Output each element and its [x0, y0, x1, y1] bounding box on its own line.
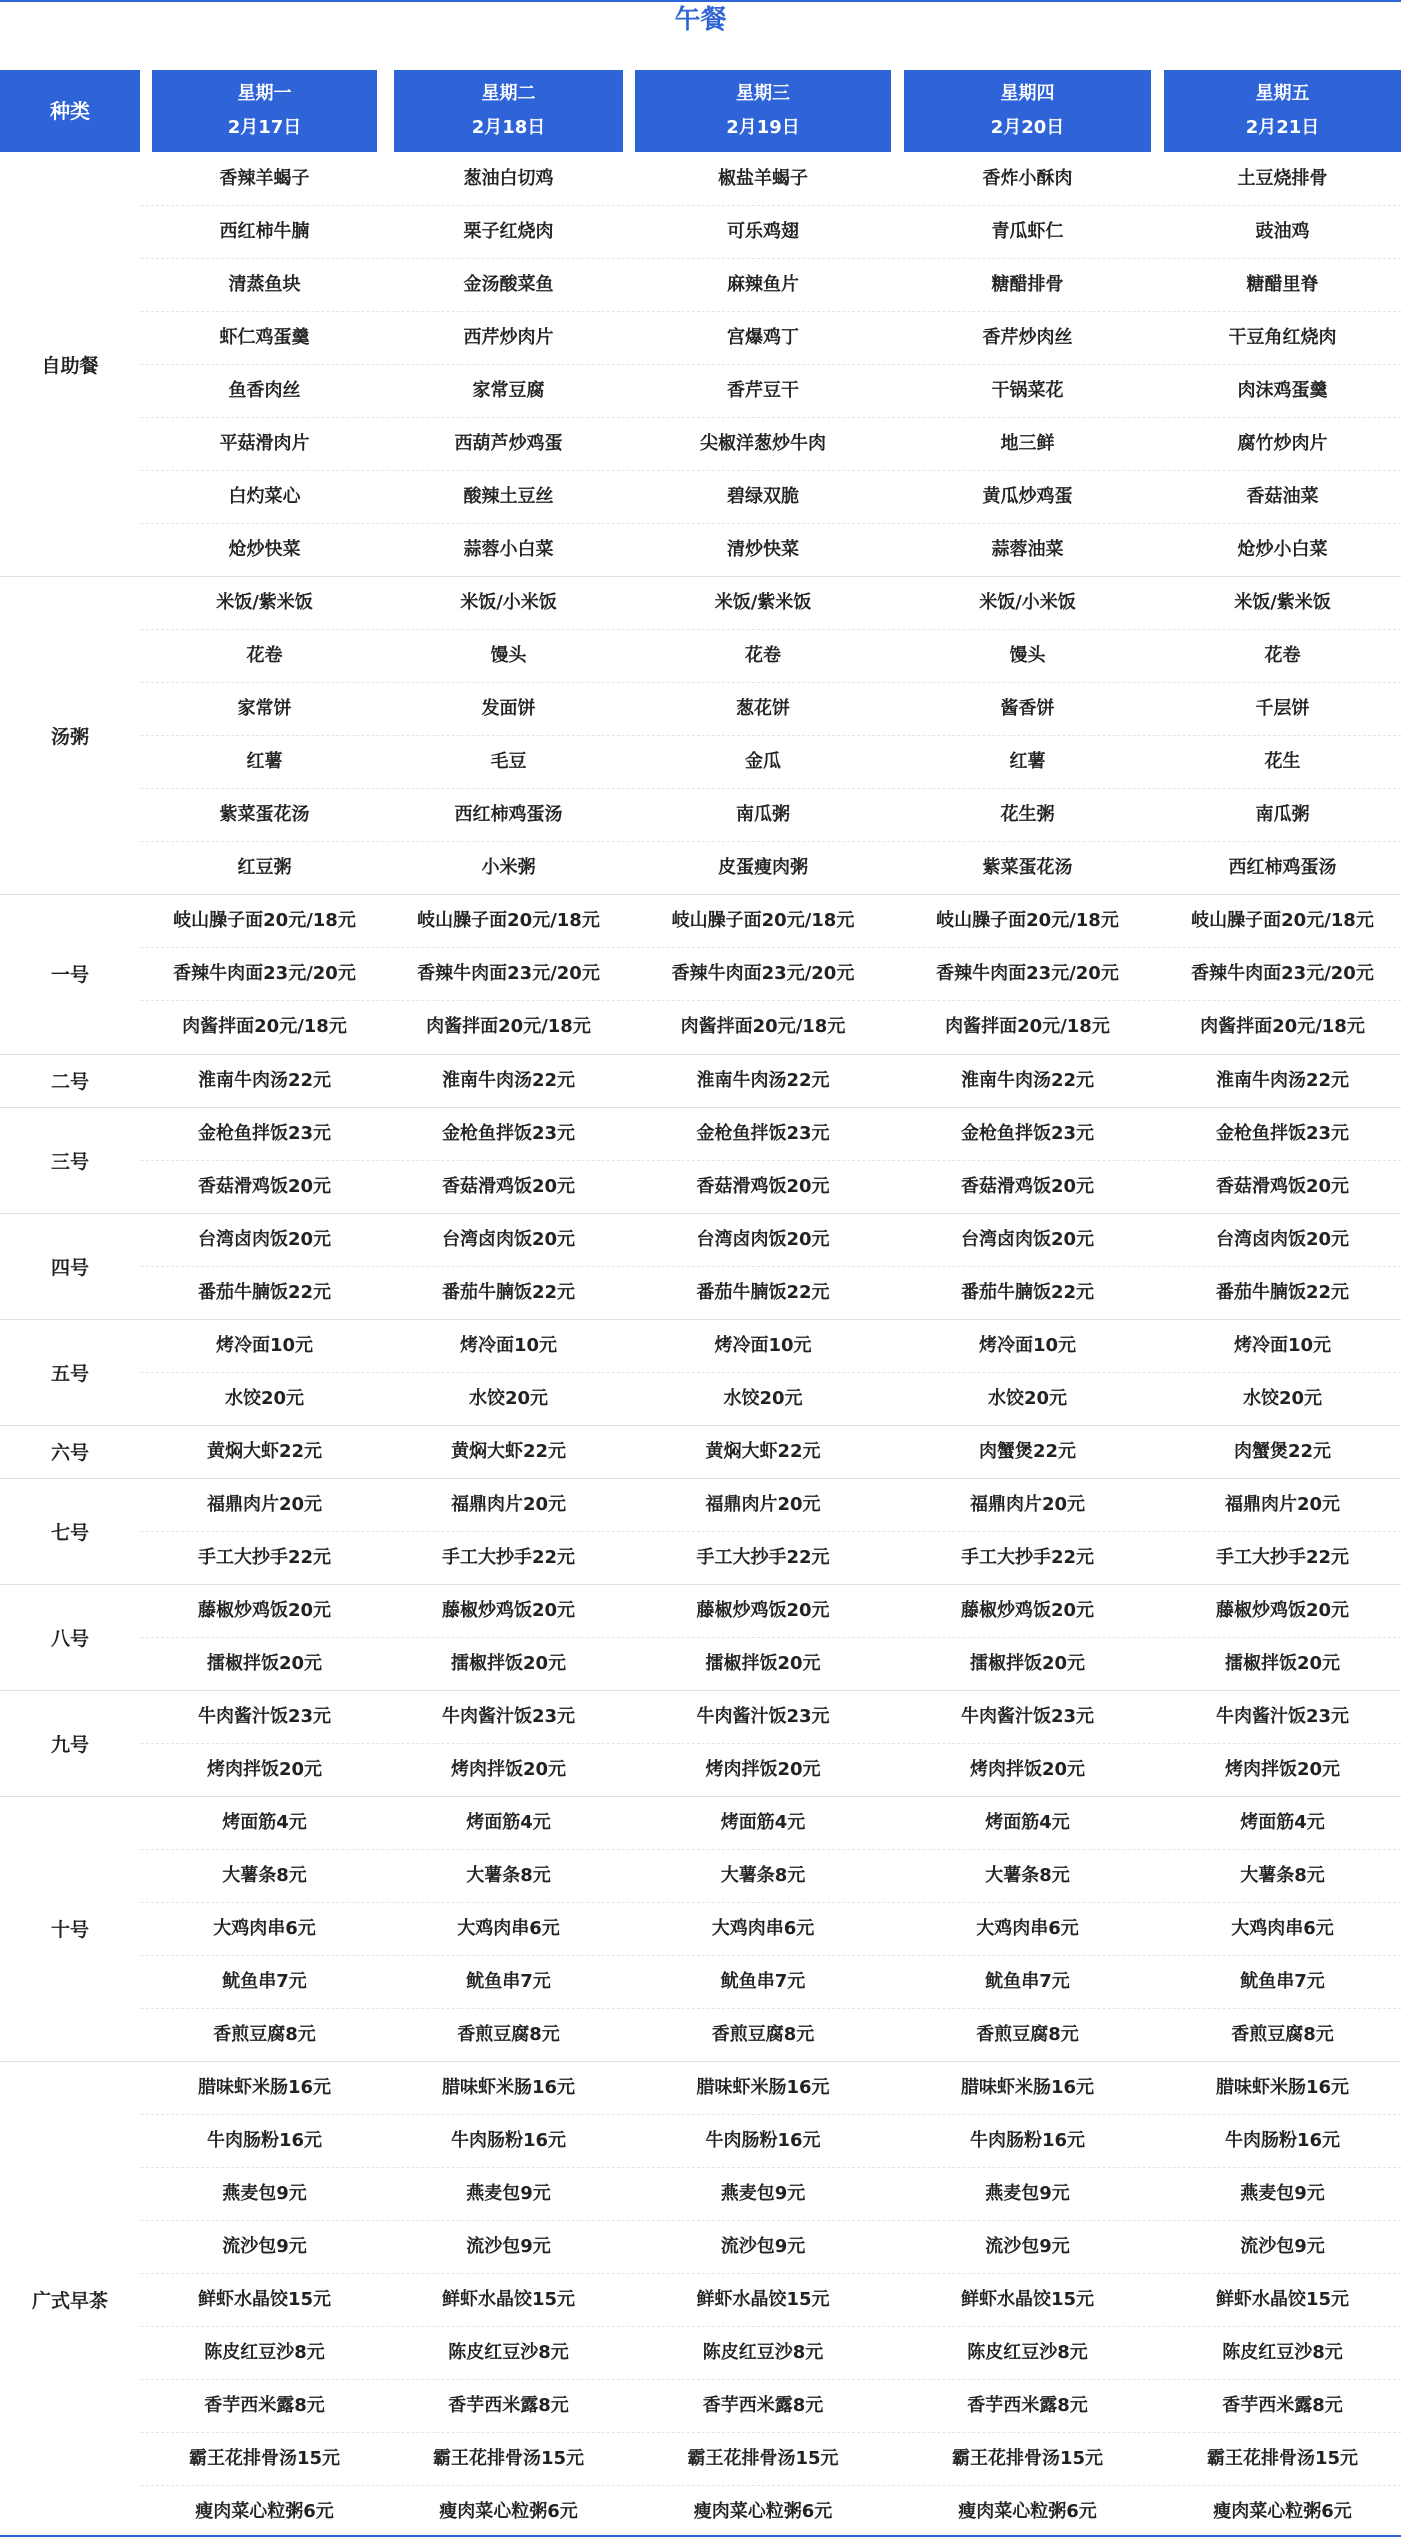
menu-item-cell: 花卷	[1264, 645, 1301, 666]
menu-item-cell: 平菇滑肉片	[219, 433, 310, 454]
menu-item-cell: 燕麦包9元	[720, 2183, 806, 2204]
menu-item-cell: 西红柿鸡蛋汤	[454, 804, 563, 825]
day-header	[1164, 70, 1401, 152]
menu-item-cell: 淮南牛肉汤22元	[960, 1070, 1095, 1091]
menu-item-cell: 香芹豆干	[727, 380, 799, 401]
menu-item-cell: 西红柿鸡蛋汤	[1228, 857, 1337, 878]
menu-item-cell: 干锅菜花	[991, 380, 1064, 401]
menu-item-cell: 葱油白切鸡	[463, 168, 554, 189]
menu-item-cell: 烤肉拌饭20元	[1224, 1759, 1341, 1780]
category-divider	[0, 894, 1401, 895]
category-divider	[0, 1107, 1401, 1108]
menu-item-cell: 香芋西米露8元	[702, 2395, 824, 2416]
menu-item-cell: 香菇滑鸡饭20元	[696, 1176, 830, 1197]
menu-item-cell: 藤椒炒鸡饭20元	[1215, 1600, 1350, 1621]
menu-item-cell: 大薯条8元	[466, 1865, 551, 1886]
menu-item-cell: 腊味虾米肠16元	[960, 2077, 1095, 2098]
menu-item-cell: 家常豆腐	[472, 380, 545, 401]
menu-item-cell: 花生粥	[1000, 804, 1055, 825]
menu-item-cell: 腊味虾米肠16元	[1215, 2077, 1350, 2098]
menu-item-cell: 淮南牛肉汤22元	[441, 1070, 576, 1091]
menu-item-cell: 黄瓜炒鸡蛋	[982, 486, 1073, 507]
menu-item-cell: 香芋西米露8元	[1222, 2395, 1343, 2416]
menu-item-cell: 霸王花排骨汤15元	[1206, 2448, 1359, 2469]
menu-item-cell: 烤冷面10元	[1233, 1335, 1332, 1356]
menu-item-cell: 番茄牛腩饭22元	[960, 1282, 1095, 1303]
menu-item-cell: 清蒸鱼块	[228, 274, 301, 295]
category-label: 二号	[50, 1071, 89, 1093]
menu-item-cell: 千层饼	[1255, 698, 1310, 719]
menu-item-cell: 栗子红烧肉	[463, 221, 554, 242]
menu-item-cell: 番茄牛腩饭22元	[197, 1282, 332, 1303]
menu-item-cell: 番茄牛腩饭22元	[696, 1282, 830, 1303]
day-weekday: 星期五	[1255, 83, 1310, 104]
menu-item-cell: 烤冷面10元	[714, 1335, 812, 1356]
menu-item-cell: 香煎豆腐8元	[1231, 2024, 1334, 2045]
menu-item-cell: 紫菜蛋花汤	[219, 804, 310, 825]
menu-item-cell: 大鸡肉串6元	[711, 1918, 815, 1939]
category-divider	[0, 1425, 1401, 1426]
menu-item-cell: 水饺20元	[468, 1388, 549, 1409]
menu-item-cell: 手工大抄手22元	[441, 1547, 576, 1568]
menu-item-cell: 香辣牛肉面23元/20元	[173, 963, 356, 984]
menu-item-cell: 陈皮红豆沙8元	[204, 2342, 325, 2363]
category-divider	[0, 1319, 1401, 1320]
menu-item-cell: 椒盐羊蝎子	[718, 168, 808, 189]
menu-item-cell: 陈皮红豆沙8元	[448, 2342, 569, 2363]
menu-item-cell: 香芋西米露8元	[448, 2395, 569, 2416]
day-header	[904, 70, 1151, 152]
menu-item-cell: 瘦肉菜心粒粥6元	[693, 2501, 833, 2522]
menu-item-cell: 小米粥	[481, 857, 536, 878]
menu-item-cell: 流沙包9元	[466, 2236, 551, 2257]
menu-item-cell: 藤椒炒鸡饭20元	[960, 1600, 1095, 1621]
menu-item-cell: 牛肉酱汁饭23元	[696, 1706, 830, 1727]
menu-item-cell: 米饭/小米饭	[979, 592, 1076, 613]
menu-item-cell: 香菇滑鸡饭20元	[960, 1176, 1095, 1197]
menu-item-cell: 金枪鱼拌饭23元	[197, 1123, 332, 1144]
menu-item-cell: 大薯条8元	[720, 1865, 806, 1886]
menu-item-cell: 流沙包9元	[222, 2236, 307, 2257]
menu-item-cell: 牛肉酱汁饭23元	[197, 1706, 332, 1727]
day-header	[394, 70, 623, 152]
menu-item-cell: 台湾卤肉饭20元	[1215, 1229, 1350, 1250]
menu-item-cell: 地三鲜	[1000, 433, 1055, 454]
menu-item-cell: 烤肉拌饭20元	[450, 1759, 567, 1780]
menu-item-cell: 燕麦包9元	[466, 2183, 551, 2204]
menu-item-cell: 西芹炒肉片	[463, 327, 554, 348]
menu-item-cell: 烤肉拌饭20元	[206, 1759, 323, 1780]
menu-item-cell: 清炒快菜	[727, 539, 799, 560]
menu-item-cell: 香辣牛肉面23元/20元	[671, 963, 855, 984]
menu-item-cell: 瘦肉菜心粒粥6元	[439, 2501, 578, 2522]
day-weekday: 星期二	[481, 83, 536, 104]
menu-item-cell: 皮蛋瘦肉粥	[718, 857, 808, 878]
menu-item-cell: 米饭/小米饭	[460, 592, 557, 613]
category-header: 种类	[0, 70, 140, 152]
menu-item-cell: 香芹炒肉丝	[982, 327, 1073, 348]
menu-item-cell: 牛肉酱汁饭23元	[1215, 1706, 1350, 1727]
category-label: 广式早茶	[31, 2290, 108, 2312]
menu-item-cell: 香煎豆腐8元	[457, 2024, 560, 2045]
category-label: 七号	[50, 1521, 89, 1544]
menu-item-cell: 烤冷面10元	[215, 1335, 314, 1356]
menu-item-cell: 藤椒炒鸡饭20元	[696, 1600, 830, 1621]
menu-item-cell: 瘦肉菜心粒粥6元	[1213, 2501, 1352, 2522]
category-label: 四号	[50, 1256, 89, 1279]
menu-item-cell: 烤面筋4元	[720, 1812, 806, 1833]
menu-item-cell: 番茄牛腩饭22元	[1215, 1282, 1350, 1303]
menu-item-cell: 蒜蓉油菜	[991, 539, 1064, 560]
menu-item-cell: 水饺20元	[1242, 1388, 1323, 1409]
menu-item-cell: 蒜蓉小白菜	[463, 539, 554, 560]
menu-item-cell: 擂椒拌饭20元	[206, 1653, 323, 1674]
menu-item-cell: 毛豆	[490, 751, 527, 772]
menu-item-cell: 鱿鱼串7元	[466, 1971, 551, 1992]
menu-item-cell: 烤肉拌饭20元	[969, 1759, 1086, 1780]
category-divider	[0, 2061, 1401, 2062]
menu-item-cell: 炝炒快菜	[228, 539, 301, 560]
day-date: 2月18日	[471, 117, 546, 138]
menu-item-cell: 烤面筋4元	[222, 1812, 307, 1833]
menu-item-cell: 鲜虾水晶饺15元	[197, 2289, 332, 2310]
menu-item-cell: 霸王花排骨汤15元	[687, 2448, 839, 2469]
menu-item-cell: 鱿鱼串7元	[1240, 1971, 1325, 1992]
menu-item-cell: 葱花饼	[736, 698, 790, 719]
menu-item-cell: 可乐鸡翅	[727, 221, 799, 242]
menu-item-cell: 黄焖大虾22元	[705, 1441, 821, 1462]
menu-item-cell: 牛肉肠粉16元	[206, 2130, 323, 2151]
menu-item-cell: 烤肉拌饭20元	[705, 1759, 821, 1780]
menu-item-cell: 牛肉酱汁饭23元	[441, 1706, 576, 1727]
menu-item-cell: 手工大抄手22元	[197, 1547, 332, 1568]
menu-item-cell: 香煎豆腐8元	[213, 2024, 316, 2045]
menu-item-cell: 燕麦包9元	[222, 2183, 307, 2204]
menu-item-cell: 土豆烧排骨	[1237, 168, 1328, 189]
menu-item-cell: 香芋西米露8元	[967, 2395, 1088, 2416]
menu-item-cell: 大薯条8元	[1240, 1865, 1325, 1886]
menu-item-cell: 紫菜蛋花汤	[982, 857, 1073, 878]
menu-item-cell: 香菇滑鸡饭20元	[1215, 1176, 1350, 1197]
menu-item-cell: 大鸡肉串6元	[213, 1918, 316, 1939]
menu-item-cell: 淮南牛肉汤22元	[696, 1070, 830, 1091]
menu-item-cell: 红薯	[1009, 751, 1046, 772]
menu-item-cell: 肉沫鸡蛋羹	[1237, 380, 1328, 401]
day-header	[152, 70, 377, 152]
menu-item-cell: 霸王花排骨汤15元	[188, 2448, 341, 2469]
category-label: 八号	[50, 1627, 89, 1650]
menu-item-cell: 烤面筋4元	[1240, 1812, 1325, 1833]
menu-item-cell: 肉酱拌面20元/18元	[182, 1016, 347, 1037]
menu-item-cell: 金枪鱼拌饭23元	[1215, 1123, 1350, 1144]
menu-item-cell: 番茄牛腩饭22元	[441, 1282, 576, 1303]
menu-item-cell: 台湾卤肉饭20元	[441, 1229, 576, 1250]
menu-item-cell: 擂椒拌饭20元	[969, 1653, 1086, 1674]
menu-item-cell: 南瓜粥	[736, 804, 790, 825]
menu-item-cell: 岐山臊子面20元/18元	[671, 910, 855, 931]
menu-item-cell: 福鼎肉片20元	[450, 1494, 567, 1515]
menu-item-cell: 香炸小酥肉	[982, 168, 1073, 189]
menu-item-cell: 擂椒拌饭20元	[450, 1653, 567, 1674]
menu-item-cell: 岐山臊子面20元/18元	[173, 910, 356, 931]
menu-item-cell: 牛肉肠粉16元	[705, 2130, 821, 2151]
category-divider	[0, 1796, 1401, 1797]
day-date: 2月21日	[1245, 117, 1320, 138]
menu-item-cell: 瘦肉菜心粒粥6元	[195, 2501, 334, 2522]
menu-item-cell: 米饭/紫米饭	[714, 592, 812, 613]
menu-item-cell: 花卷	[745, 645, 781, 666]
menu-item-cell: 擂椒拌饭20元	[1224, 1653, 1341, 1674]
menu-item-cell: 肉蟹煲22元	[1233, 1441, 1332, 1462]
menu-item-cell: 宫爆鸡丁	[727, 327, 799, 348]
menu-item-cell: 烤冷面10元	[459, 1335, 558, 1356]
menu-item-cell: 米饭/紫米饭	[1234, 592, 1331, 613]
menu-item-cell: 鲜虾水晶饺15元	[696, 2289, 830, 2310]
menu-item-cell: 霸王花排骨汤15元	[432, 2448, 585, 2469]
menu-item-cell: 金瓜	[745, 751, 781, 772]
menu-item-cell: 手工大抄手22元	[1215, 1547, 1350, 1568]
category-label: 一号	[50, 964, 89, 986]
menu-item-cell: 牛肉酱汁饭23元	[960, 1706, 1095, 1727]
menu-item-cell: 牛肉肠粉16元	[450, 2130, 567, 2151]
category-label: 六号	[50, 1442, 89, 1464]
menu-item-cell: 流沙包9元	[720, 2236, 806, 2257]
menu-item-cell: 大鸡肉串6元	[457, 1918, 560, 1939]
menu-item-cell: 肉酱拌面20元/18元	[680, 1016, 846, 1037]
menu-item-cell: 福鼎肉片20元	[206, 1494, 323, 1515]
menu-item-cell: 发面饼	[481, 698, 536, 719]
menu-item-cell: 擂椒拌饭20元	[705, 1653, 821, 1674]
category-label: 汤粥	[50, 725, 89, 748]
menu-item-cell: 淮南牛肉汤22元	[1215, 1070, 1350, 1091]
menu-item-cell: 淮南牛肉汤22元	[197, 1070, 332, 1091]
menu-item-cell: 馒头	[1009, 645, 1046, 666]
menu-item-cell: 青瓜虾仁	[991, 221, 1064, 242]
day-weekday: 星期三	[736, 83, 790, 104]
menu-item-cell: 尖椒洋葱炒牛肉	[700, 433, 826, 454]
menu-item-cell: 大薯条8元	[985, 1865, 1070, 1886]
day-date: 2月20日	[990, 117, 1065, 138]
menu-item-cell: 福鼎肉片20元	[969, 1494, 1086, 1515]
category-label: 十号	[50, 1919, 89, 1941]
menu-item-cell: 腊味虾米肠16元	[197, 2077, 332, 2098]
menu-item-cell: 红豆粥	[237, 857, 292, 878]
menu-item-cell: 水饺20元	[224, 1388, 305, 1409]
menu-item-cell: 香辣牛肉面23元/20元	[1191, 963, 1374, 984]
menu-item-cell: 烤面筋4元	[985, 1812, 1070, 1833]
menu-item-cell: 糖醋排骨	[991, 274, 1064, 295]
menu-item-cell: 牛肉肠粉16元	[1224, 2130, 1341, 2151]
menu-item-cell: 肉酱拌面20元/18元	[426, 1016, 591, 1037]
menu-item-cell: 鱼香肉丝	[228, 380, 301, 401]
menu-item-cell: 腊味虾米肠16元	[696, 2077, 830, 2098]
menu-item-cell: 大薯条8元	[222, 1865, 307, 1886]
menu-item-cell: 香菇滑鸡饭20元	[197, 1176, 332, 1197]
menu-item-cell: 台湾卤肉饭20元	[960, 1229, 1095, 1250]
category-divider	[0, 576, 1401, 577]
menu-item-cell: 酱香饼	[1000, 698, 1055, 719]
menu-item-cell: 燕麦包9元	[1240, 2183, 1325, 2204]
menu-item-cell: 藤椒炒鸡饭20元	[441, 1600, 576, 1621]
menu-item-cell: 黄焖大虾22元	[450, 1441, 567, 1462]
menu-item-cell: 鱿鱼串7元	[222, 1971, 307, 1992]
menu-item-cell: 肉蟹煲22元	[978, 1441, 1077, 1462]
menu-item-cell: 陈皮红豆沙8元	[1222, 2342, 1343, 2363]
menu-item-cell: 金枪鱼拌饭23元	[441, 1123, 576, 1144]
menu-item-cell: 流沙包9元	[985, 2236, 1070, 2257]
menu-item-cell: 鱿鱼串7元	[985, 1971, 1070, 1992]
menu-item-cell: 鲜虾水晶饺15元	[960, 2289, 1095, 2310]
menu-item-cell: 西红柿牛腩	[219, 221, 310, 242]
category-label: 九号	[50, 1733, 89, 1756]
menu-item-cell: 米饭/紫米饭	[216, 592, 313, 613]
menu-item-cell: 腐竹炒肉片	[1237, 433, 1328, 454]
menu-item-cell: 炝炒小白菜	[1237, 539, 1328, 560]
menu-item-cell: 香菇油菜	[1246, 486, 1319, 507]
day-date: 2月19日	[726, 117, 800, 138]
category-divider	[0, 1584, 1401, 1585]
menu-item-cell: 干豆角红烧肉	[1228, 327, 1337, 348]
menu-item-cell: 肉酱拌面20元/18元	[945, 1016, 1110, 1037]
menu-item-cell: 鱿鱼串7元	[720, 1971, 806, 1992]
menu-item-cell: 手工大抄手22元	[696, 1547, 830, 1568]
menu-item-cell: 烤面筋4元	[466, 1812, 551, 1833]
menu-item-cell: 黄焖大虾22元	[206, 1441, 323, 1462]
category-label: 自助餐	[41, 354, 99, 377]
menu-item-cell: 岐山臊子面20元/18元	[936, 910, 1119, 931]
menu-item-cell: 瘦肉菜心粒粥6元	[958, 2501, 1097, 2522]
menu-item-cell: 香辣牛肉面23元/20元	[936, 963, 1119, 984]
menu-item-cell: 腊味虾米肠16元	[441, 2077, 576, 2098]
menu-item-cell: 台湾卤肉饭20元	[197, 1229, 332, 1250]
menu-item-cell: 酸辣土豆丝	[463, 486, 554, 507]
menu-item-cell: 香煎豆腐8元	[976, 2024, 1079, 2045]
menu-item-cell: 金枪鱼拌饭23元	[960, 1123, 1095, 1144]
menu-item-cell: 金枪鱼拌饭23元	[696, 1123, 830, 1144]
menu-item-cell: 陈皮红豆沙8元	[967, 2342, 1088, 2363]
menu-item-cell: 香煎豆腐8元	[711, 2024, 815, 2045]
category-divider	[0, 1690, 1401, 1691]
menu-item-cell: 虾仁鸡蛋羹	[219, 327, 310, 348]
menu-item-cell: 香菇滑鸡饭20元	[441, 1176, 576, 1197]
menu-item-cell: 花生	[1264, 751, 1301, 772]
menu-item-cell: 大鸡肉串6元	[976, 1918, 1079, 1939]
menu-item-cell: 香辣羊蝎子	[219, 168, 310, 189]
menu-item-cell: 馒头	[490, 645, 527, 666]
menu-item-cell: 南瓜粥	[1255, 804, 1310, 825]
menu-item-cell: 福鼎肉片20元	[1224, 1494, 1341, 1515]
category-label: 五号	[50, 1362, 89, 1385]
menu-item-cell: 流沙包9元	[1240, 2236, 1325, 2257]
menu-item-cell: 福鼎肉片20元	[705, 1494, 821, 1515]
menu-item-cell: 肉酱拌面20元/18元	[1200, 1016, 1365, 1037]
menu-item-cell: 水饺20元	[987, 1388, 1068, 1409]
menu-item-cell: 鲜虾水晶饺15元	[1215, 2289, 1350, 2310]
day-header	[635, 70, 891, 152]
menu-item-cell: 手工大抄手22元	[960, 1547, 1095, 1568]
menu-item-cell: 花卷	[246, 645, 283, 666]
category-divider	[0, 1054, 1401, 1055]
menu-item-cell: 藤椒炒鸡饭20元	[197, 1600, 332, 1621]
category-divider	[0, 1478, 1401, 1479]
day-weekday: 星期四	[1000, 83, 1055, 104]
menu-item-cell: 碧绿双脆	[727, 486, 799, 507]
menu-item-cell: 糖醋里脊	[1246, 274, 1319, 295]
menu-item-cell: 金汤酸菜鱼	[463, 274, 554, 295]
menu-item-cell: 牛肉肠粉16元	[969, 2130, 1086, 2151]
page-title: 午餐	[674, 5, 727, 35]
day-weekday: 星期一	[237, 83, 292, 104]
category-label: 三号	[50, 1150, 89, 1173]
menu-item-cell: 家常饼	[237, 698, 292, 719]
day-date: 2月17日	[227, 117, 302, 138]
menu-item-cell: 豉油鸡	[1255, 221, 1310, 242]
category-divider	[0, 1213, 1401, 1214]
menu-item-cell: 香辣牛肉面23元/20元	[417, 963, 600, 984]
menu-item-cell: 麻辣鱼片	[727, 274, 799, 295]
menu-item-cell: 红薯	[246, 751, 283, 772]
menu-item-cell: 燕麦包9元	[985, 2183, 1070, 2204]
menu-item-cell: 烤冷面10元	[978, 1335, 1077, 1356]
menu-item-cell: 大鸡肉串6元	[1231, 1918, 1334, 1939]
menu-item-cell: 水饺20元	[723, 1388, 803, 1409]
menu-item-cell: 鲜虾水晶饺15元	[441, 2289, 576, 2310]
menu-item-cell: 香芋西米露8元	[204, 2395, 325, 2416]
menu-item-cell: 台湾卤肉饭20元	[696, 1229, 830, 1250]
menu-item-cell: 岐山臊子面20元/18元	[1191, 910, 1374, 931]
menu-item-cell: 西葫芦炒鸡蛋	[454, 433, 563, 454]
menu-item-cell: 岐山臊子面20元/18元	[417, 910, 600, 931]
bottom-rule	[0, 2535, 1401, 2537]
menu-item-cell: 陈皮红豆沙8元	[702, 2342, 824, 2363]
menu-item-cell: 白灼菜心	[228, 486, 301, 507]
menu-item-cell: 霸王花排骨汤15元	[951, 2448, 1104, 2469]
